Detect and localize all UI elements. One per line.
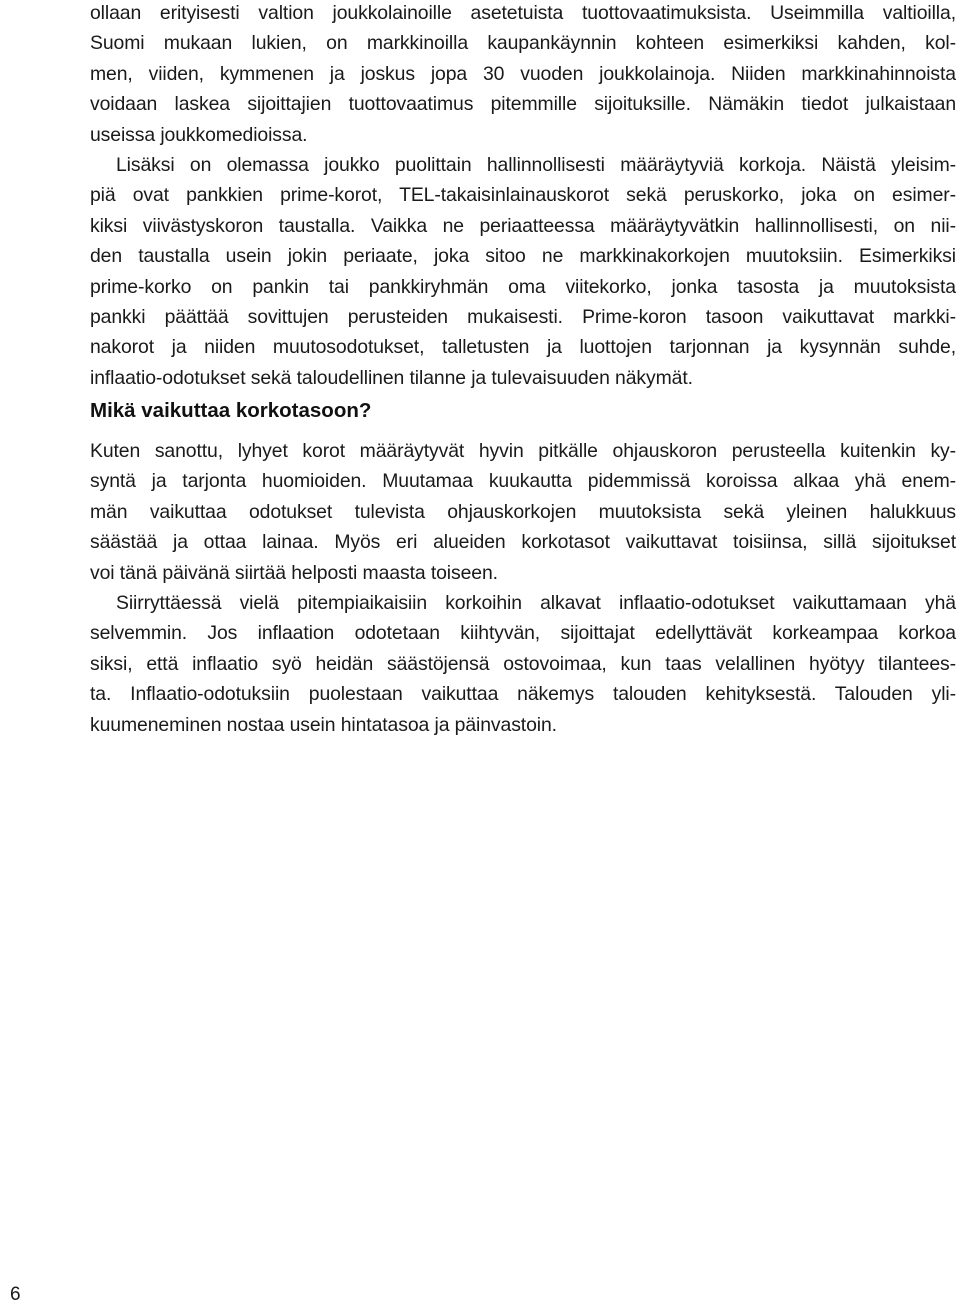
- text-line: syntä ja tarjonta huomioiden. Muutamaa kuukautta pidemmissä koroissa alkaa yhä enem-: [90, 470, 956, 493]
- text-block-bottom: [90, 436, 956, 740]
- text-line: ta. Inflaatio-odotuksiin puolestaan vaikuttaa näkemys talouden kehityksestä. Talouden yli-: [90, 683, 956, 706]
- text-line: nakorot ja niiden muutosodotukset, talletusten ja luottojen tarjonnan ja kysynnän suhde,: [90, 336, 956, 359]
- text-line: piä ovat pankkien prime-korot, TEL-takaisinlainauskorot sekä peruskorko, joka on esimer-: [90, 184, 956, 207]
- text-line: kiksi viivästyskoron taustalla. Vaikka ne periaatteessa määräytyvätkin hallinnollisesti, on nii-: [90, 214, 956, 237]
- text-line: pankki päättää sovittujen perusteiden mukaisesti. Prime-koron tasoon vaikuttavat markki-: [90, 305, 956, 328]
- text-line: selvemmin. Jos inflaation odotetaan kiihtyvän, sijoittajat edellyttävät korkeampaa korkoa: [90, 622, 956, 645]
- text-line: den taustalla usein jokin periaate, joka sitoo ne markkinakorkojen muutoksiin. Esimerkiksi: [90, 245, 956, 268]
- text-line: kuumeneminen nostaa usein hintatasoa ja päinvastoin.: [90, 713, 557, 736]
- text-line: useissa joukkomedioissa.: [90, 123, 308, 146]
- paragraph-3: [90, 436, 956, 588]
- text-line: ollaan erityisesti valtion joukkolainoille asetetuista tuottovaatimuksista. Useimmilla valtioilla,: [90, 2, 956, 24]
- paragraph-4: [90, 588, 956, 740]
- text-line: Lisäksi on olemassa joukko puolittain hallinnollisesti määräytyviä korkoja. Näistä yleisim-: [116, 153, 956, 176]
- text-line: säästää ja ottaa lainaa. Myös eri alueiden korkotasot vaikuttavat toisiinsa, sillä sijoitukset: [90, 531, 956, 554]
- text-line: siksi, että inflaatio syö heidän säästöjensä ostovoimaa, kun taas velallinen hyötyy tilantees-: [90, 652, 956, 675]
- text-line: prime-korko on pankin tai pankkiryhmän oma viitekorko, jonka tasosta ja muutoksista: [90, 275, 956, 298]
- text-line: Kuten sanottu, lyhyet korot määräytyvät hyvin pitkälle ohjauskoron perusteella kuitenkin ky-: [90, 440, 956, 462]
- text-line: voidaan laskea sijoittajien tuottovaatimus pitemmille sijoituksille. Nämäkin tiedot julkaistaan: [90, 93, 956, 116]
- paragraph-2: [90, 150, 956, 393]
- page-number: 6: [10, 1284, 21, 1305]
- text-line: Siirryttäessä vielä pitempiaikaisiin korkoihin alkavat inflaatio-odotukset vaikuttamaan yhä: [116, 591, 956, 614]
- text-line: voi tänä päivänä siirtää helposti maasta toiseen.: [90, 561, 498, 584]
- text-line: men, viiden, kymmenen ja joskus jopa 30 vuoden joukkolainoja. Niiden markkinahinnoista: [90, 62, 956, 85]
- text-line: Suomi mukaan lukien, on markkinoilla kaupankäynnin kohteen esimerkiksi kahden, kol-: [90, 32, 956, 55]
- text-block-top: [90, 0, 956, 393]
- section-heading: Mikä vaikuttaa korkotasoon?: [90, 399, 372, 422]
- text-line: inflaatio-odotukset sekä taloudellinen tilanne ja tulevaisuuden näkymät.: [90, 366, 693, 389]
- text-line: män vaikuttaa odotukset tulevista ohjauskorkojen muutoksista sekä yleinen halukkuus: [90, 500, 956, 523]
- paragraph-1: [90, 0, 956, 150]
